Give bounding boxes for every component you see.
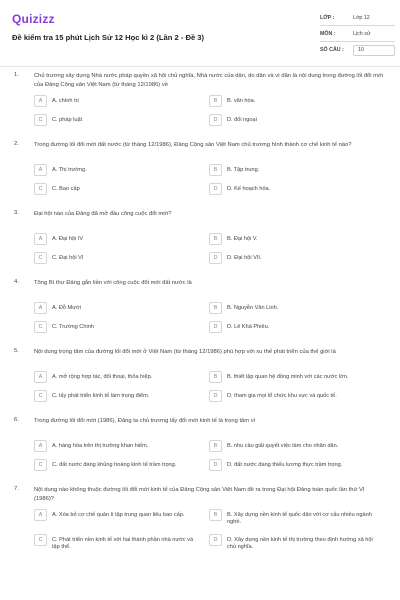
option-text: B. Tập trung. bbox=[227, 167, 260, 173]
option-letter-box: D bbox=[209, 459, 222, 471]
option-letter-box: D bbox=[209, 390, 222, 402]
question-text: Đại hội nào của Đảng đã mở đầu công cuộc đổi mới? bbox=[34, 211, 172, 217]
option-text: C. Trường Chinh bbox=[52, 324, 94, 330]
option-letter-box: A bbox=[34, 371, 47, 383]
option-letter-box: B bbox=[209, 509, 222, 521]
option-letter-box: A bbox=[34, 164, 47, 176]
meta-row-question-count bbox=[320, 42, 395, 58]
option-letter-box: A bbox=[34, 95, 47, 107]
option-letter-box: C bbox=[34, 534, 47, 546]
answer-options bbox=[34, 371, 384, 409]
option-letter-box: C bbox=[34, 252, 47, 264]
option-text: C. đất nước đang khủng hoảng kinh tế trầm trọng. bbox=[52, 462, 177, 468]
question-count-box: 10 bbox=[353, 45, 395, 56]
meta-label: MÔN : bbox=[320, 30, 336, 37]
answer-option[interactable] bbox=[34, 164, 209, 176]
answer-options bbox=[34, 233, 384, 271]
option-letter-box: C bbox=[34, 459, 47, 471]
option-text: D. đối ngoại bbox=[227, 117, 257, 123]
option-text: C. lấy phát triển kinh tế làm trọng điểm. bbox=[52, 393, 150, 399]
question-text: Tổng Bí thư Đảng gắn liền với công cuộc đổi mới đất nước là bbox=[34, 280, 192, 286]
answer-option[interactable] bbox=[209, 534, 384, 552]
option-letter-box: B bbox=[209, 371, 222, 383]
option-text: C. Bao cấp bbox=[52, 186, 80, 192]
question-item bbox=[0, 210, 400, 271]
option-text: B. Nguyễn Văn Linh. bbox=[227, 305, 279, 311]
answer-option[interactable] bbox=[34, 534, 209, 552]
question-number: 6. bbox=[14, 417, 19, 423]
option-text: A. chính trị bbox=[52, 98, 79, 104]
option-letter-box: D bbox=[209, 114, 222, 126]
question-text: Chủ trương xây dựng Nhà nước pháp quyền xã hội chủ nghĩa, Nhà nước của dân, do dân và vì dân là nội dung trong đường lối đổi mới của Đảng Cộng sản Việt Nam (từ tháng 12/1986) về bbox=[34, 73, 384, 88]
option-letter-box: A bbox=[34, 233, 47, 245]
option-text: A. Xóa bỏ cơ chế quản lí tập trung quan liêu bao cấp. bbox=[52, 512, 185, 518]
meta-value: Lớp 12 bbox=[353, 14, 370, 21]
answer-options bbox=[34, 302, 384, 340]
question-list bbox=[0, 72, 400, 567]
option-letter-box: A bbox=[34, 302, 47, 314]
question-number: 4. bbox=[14, 279, 19, 285]
answer-option[interactable] bbox=[34, 302, 209, 314]
option-text: B. Xây dựng nền kinh tế quốc dân với cơ cấu nhiều ngành nghề. bbox=[227, 512, 372, 526]
meta-label: SỐ CÂU : bbox=[320, 47, 344, 53]
answer-option[interactable] bbox=[209, 114, 384, 126]
option-letter-box: D bbox=[209, 534, 222, 546]
option-text: B. văn hóa. bbox=[227, 98, 256, 104]
answer-option[interactable] bbox=[209, 164, 384, 176]
option-text: C. pháp luật bbox=[52, 117, 83, 123]
answer-option[interactable] bbox=[34, 390, 209, 402]
answer-option[interactable] bbox=[34, 509, 209, 527]
question-item bbox=[0, 279, 400, 340]
option-text: A. Đại hội IV bbox=[52, 236, 84, 242]
quizizz-logo: Quizizz bbox=[12, 12, 55, 26]
option-letter-box: B bbox=[209, 440, 222, 452]
option-text: D. Lê Khả Phiêu. bbox=[227, 324, 270, 330]
answer-option[interactable] bbox=[209, 302, 384, 314]
option-text: B. nhu cầu giải quyết việc làm cho nhân dân. bbox=[227, 443, 339, 449]
option-letter-box: B bbox=[209, 233, 222, 245]
answer-option[interactable] bbox=[209, 509, 384, 527]
answer-options bbox=[34, 164, 384, 202]
answer-option[interactable] bbox=[34, 95, 209, 107]
option-letter-box: D bbox=[209, 321, 222, 333]
option-letter-box: D bbox=[209, 252, 222, 264]
option-text: C. Phát triển nền kinh tế với hai thành phần nhà nước và tập thể. bbox=[52, 536, 194, 551]
answer-options bbox=[34, 509, 384, 559]
answer-option[interactable] bbox=[34, 183, 209, 195]
option-letter-box: A bbox=[34, 440, 47, 452]
option-text: B. Đại hội V. bbox=[227, 236, 258, 242]
answer-option[interactable] bbox=[34, 371, 209, 383]
answer-option[interactable] bbox=[209, 252, 384, 264]
answer-option[interactable] bbox=[34, 114, 209, 126]
answer-option[interactable] bbox=[209, 440, 384, 452]
option-letter-box: A bbox=[34, 509, 47, 521]
option-text: A. Đỗ Mười bbox=[52, 305, 81, 311]
option-letter-box: B bbox=[209, 164, 222, 176]
option-text: A. hàng hóa trên thị trường khan hiếm. bbox=[52, 443, 149, 449]
answer-option[interactable] bbox=[209, 233, 384, 245]
question-text: Nội dung nào không thuộc đường lối đổi mới kinh tế của Đảng Cộng sản Việt Nam đề ra trong Đại hội Đảng toàn quốc lần thứ VI (1986)? bbox=[34, 487, 365, 502]
option-text: B. thiết lập quan hệ đồng minh với các nước lớn. bbox=[227, 374, 349, 380]
question-item bbox=[0, 141, 400, 202]
option-letter-box: C bbox=[34, 321, 47, 333]
answer-option[interactable] bbox=[209, 321, 384, 333]
question-item bbox=[0, 348, 400, 409]
answer-option[interactable] bbox=[34, 459, 209, 471]
header-divider bbox=[0, 66, 400, 67]
option-letter-box: C bbox=[34, 183, 47, 195]
option-text: D. Xây dựng nền kinh tế thị trường theo định hướng xã hội chủ nghĩa. bbox=[227, 536, 373, 551]
question-item bbox=[0, 72, 400, 133]
question-number: 5. bbox=[14, 348, 19, 354]
answer-option[interactable] bbox=[209, 371, 384, 383]
page-title: Đề kiểm tra 15 phút Lịch Sử 12 Học kì 2 (Lần 2 - Đề 3) bbox=[12, 33, 205, 42]
question-text: Nội dung trọng tâm của đường lối đổi mới ở Việt Nam (từ tháng 12/1986) phù hợp với xu thế phát triển của thế giới là bbox=[34, 349, 336, 355]
answer-options bbox=[34, 95, 384, 133]
answer-option[interactable] bbox=[34, 440, 209, 452]
question-text: Trong đường lối đổi mới (1986), Đảng ta chủ trương lấy đổi mới kinh tế là trọng tâm vì bbox=[34, 418, 256, 424]
option-letter-box: B bbox=[209, 95, 222, 107]
question-number: 7. bbox=[14, 486, 19, 492]
option-text: D. Đại hội VII. bbox=[227, 255, 262, 261]
question-text: Trong đường lối đổi mới đất nước (từ tháng 12/1986), Đảng Cộng sản Việt Nam chủ trương hình thành cơ chế kinh tế nào? bbox=[34, 142, 352, 148]
answer-option[interactable] bbox=[34, 233, 209, 245]
question-item bbox=[0, 486, 400, 559]
meta-row-subject bbox=[320, 26, 395, 42]
option-letter-box: C bbox=[34, 390, 47, 402]
question-number: 2. bbox=[14, 141, 19, 147]
answer-option[interactable] bbox=[209, 183, 384, 195]
option-letter-box: B bbox=[209, 302, 222, 314]
answer-option[interactable] bbox=[34, 252, 209, 264]
answer-option[interactable] bbox=[34, 321, 209, 333]
worksheet-header bbox=[0, 0, 400, 66]
option-text: C. Đại hội VI bbox=[52, 255, 84, 261]
option-text: A. mở rộng hợp tác, đối thoại, thỏa hiệp. bbox=[52, 374, 153, 380]
answer-options bbox=[34, 440, 384, 478]
option-letter-box: D bbox=[209, 183, 222, 195]
option-text: D. đất nước đang thiếu lương thực trầm trọng. bbox=[227, 462, 343, 468]
worksheet-meta bbox=[320, 10, 395, 58]
question-number: 3. bbox=[14, 210, 19, 216]
meta-value: Lịch sử bbox=[353, 30, 371, 37]
answer-option[interactable] bbox=[209, 390, 384, 402]
meta-row-class bbox=[320, 10, 395, 26]
option-text: D. tham gia mọi tổ chức khu vực và quốc tế. bbox=[227, 393, 337, 399]
option-text: A. Thị trường. bbox=[52, 167, 87, 173]
question-number: 1. bbox=[14, 72, 19, 78]
answer-option[interactable] bbox=[209, 95, 384, 107]
meta-label: LỚP : bbox=[320, 14, 335, 21]
option-letter-box: C bbox=[34, 114, 47, 126]
question-item bbox=[0, 417, 400, 478]
option-text: D. Kế hoạch hóa. bbox=[227, 186, 271, 192]
answer-option[interactable] bbox=[209, 459, 384, 471]
